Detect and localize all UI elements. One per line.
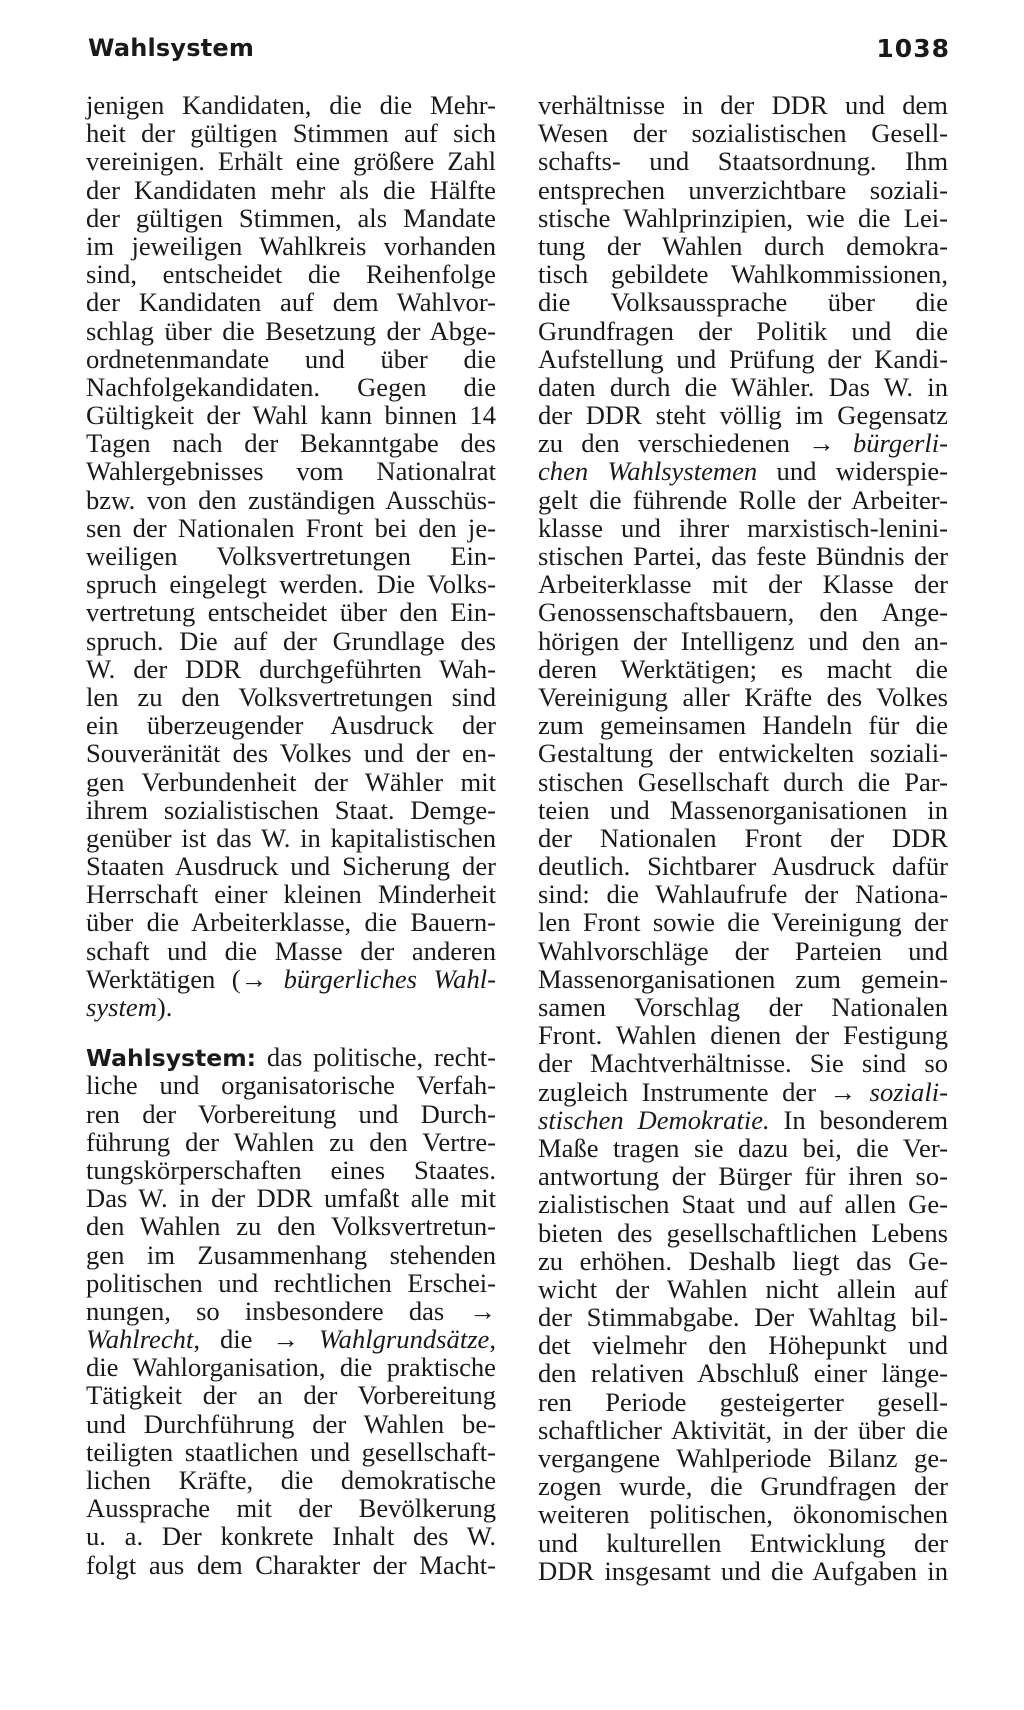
- text-line: det vielmehr den Höhepunkt und: [538, 1330, 948, 1361]
- text-line: DDR insgesamt und die Aufgaben in: [538, 1555, 948, 1586]
- text-line: sind, entscheidet die Reihenfolge: [86, 259, 496, 290]
- text-line: Staaten Ausdruck und Sicherung der: [86, 851, 496, 882]
- text-line: Wahlergebnisses vom Nationalrat: [86, 456, 496, 487]
- text-line: ein überzeugender Ausdruck der: [86, 710, 496, 741]
- text-run: , die →: [193, 1324, 299, 1355]
- text-line: [538, 1106, 948, 1134]
- text-line: bzw. von den zuständigen Ausschüs-: [86, 484, 496, 515]
- text-line: liche und organisatorische Verfah-: [86, 1070, 496, 1101]
- text-line: [538, 1078, 948, 1106]
- text-line: Gestaltung der entwickelten soziali-: [538, 738, 948, 769]
- text-line: antwortung der Bürger für ihren so-: [538, 1161, 948, 1192]
- text-run: Werktätigen (→: [86, 963, 268, 994]
- text-run: das politische, recht-: [266, 1042, 496, 1073]
- text-line: [538, 429, 948, 457]
- text-line: tungskörperschaften eines Staates.: [86, 1154, 496, 1185]
- cross-reference: chen Wahlsystemen: [538, 456, 758, 487]
- text-line: den relativen Abschluß einer länge-: [538, 1358, 948, 1389]
- text-run: und widerspie-: [776, 456, 948, 487]
- page-number: 1038: [876, 34, 950, 63]
- text-line: über die Arbeiterklasse, die Bauern-: [86, 907, 496, 938]
- text-line: gelt die führende Rolle der Arbeiter-: [538, 484, 948, 515]
- text-line: lichen Kräfte, die demokratische: [86, 1465, 496, 1495]
- text-line: entsprechen unverzichtbare soziali-: [538, 174, 948, 205]
- text-line: zum gemeinsamen Handeln für die: [538, 710, 948, 741]
- text-line: und kulturellen Entwicklung der: [538, 1527, 948, 1558]
- text-line: der DDR steht völlig im Gegensatz: [538, 400, 948, 431]
- text-line: zogen wurde, die Grundfragen der: [538, 1471, 948, 1502]
- text-line: heit der gültigen Stimmen auf sich: [86, 118, 496, 149]
- text-line: die Volksaussprache über die: [538, 287, 948, 318]
- text-line: tisch gebildete Wahlkommissionen,: [538, 259, 948, 290]
- text-line: schlag über die Besetzung der Abge-: [86, 315, 496, 346]
- text-line: Front. Wahlen dienen der Festigung: [538, 1020, 948, 1051]
- text-line: Tätigkeit der an der Vorbereitung: [86, 1380, 496, 1411]
- text-line: ordnetenmandate und über die: [86, 343, 496, 374]
- text-line: der Machtverhältnisse. Sie sind so: [538, 1048, 948, 1079]
- cross-reference: bürgerli-: [852, 428, 948, 459]
- text-line: Grundfragen der Politik und die: [538, 315, 948, 346]
- text-line: der gültigen Stimmen, als Mandate: [86, 202, 496, 233]
- text-line: schafts- und Staatsordnung. Ihm: [538, 146, 948, 177]
- text-line: [86, 993, 496, 1021]
- text-line: stischen Partei, das feste Bündnis der: [538, 541, 948, 571]
- text-line: spruch eingelegt werden. Die Volks-: [86, 569, 496, 600]
- text-run: ).: [156, 992, 173, 1022]
- text-line: [538, 457, 948, 485]
- text-line: len Front sowie die Vereinigung der: [538, 907, 948, 938]
- text-line: teien und Massenorganisationen in: [538, 794, 948, 825]
- text-run: zu den verschiedenen →: [538, 428, 835, 459]
- text-line: vergangene Wahlperiode Bilanz ge-: [538, 1443, 948, 1473]
- text-line: ihrem sozialistischen Staat. Demge-: [86, 794, 496, 825]
- text-line: len zu den Volksvertretungen sind: [86, 681, 496, 712]
- text-line: ren der Vorbereitung und Durch-: [86, 1098, 496, 1129]
- text-line: Maße tragen sie dazu bei, die Ver-: [538, 1132, 948, 1163]
- text-line: [86, 965, 496, 993]
- text-run: In besonderem: [783, 1104, 948, 1135]
- cross-reference: system: [86, 992, 157, 1022]
- text-line: Vereinigung aller Kräfte des Volkes: [538, 681, 948, 712]
- text-line: jenigen Kandidaten, die die Mehr-: [86, 90, 496, 120]
- text-line: weiteren politischen, ökonomischen: [538, 1499, 948, 1530]
- page-header: [88, 34, 950, 70]
- text-line: weiligen Volksvertretungen Ein-: [86, 541, 496, 571]
- text-line: teiligten staatlichen und gesellschaft-: [86, 1436, 496, 1467]
- text-line: die Wahlorganisation, die praktische: [86, 1352, 496, 1383]
- text-line: schaftlicher Aktivität, in der über die: [538, 1414, 948, 1445]
- text-line: den Wahlen zu den Volksvertretun-: [86, 1211, 496, 1242]
- text-line: Gültigkeit der Wahl kann binnen 14: [86, 400, 496, 431]
- text-line: zu erhöhen. Deshalb liegt das Ge-: [538, 1245, 948, 1276]
- text-line: schaft und die Masse der anderen: [86, 935, 496, 966]
- text-line: gen im Zusammenhang stehenden: [86, 1239, 496, 1270]
- text-run: zugleich Instrumente der →: [538, 1076, 857, 1107]
- text-line: der Kandidaten mehr als die Hälfte: [86, 174, 496, 205]
- text-line: samen Vorschlag der Nationalen: [538, 992, 948, 1022]
- text-line: nungen, so insbesondere das →: [86, 1295, 496, 1326]
- text-line: ren Periode gesteigerter gesell-: [538, 1386, 948, 1417]
- cross-reference: Wahlrecht: [86, 1324, 194, 1355]
- text-line: stischen Gesellschaft durch die Par-: [538, 766, 948, 797]
- text-line: der Kandidaten auf dem Wahlvor-: [86, 287, 496, 318]
- text-line: Wesen der sozialistischen Gesell-: [538, 118, 948, 149]
- text-line: sind: die Wahlaufrufe der Nationa-: [538, 879, 948, 910]
- text-line: u. a. Der konkrete Inhalt des W.: [86, 1521, 496, 1552]
- text-line: sen der Nationalen Front bei den je-: [86, 512, 496, 543]
- text-line: bieten des gesellschaftlichen Lebens: [538, 1217, 948, 1248]
- text-line: Massenorganisationen zum gemein-: [538, 963, 948, 994]
- text-line: deren Werktätigen; es macht die: [538, 653, 948, 684]
- text-line: im jeweiligen Wahlkreis vorhanden: [86, 230, 496, 261]
- text-line: tung der Wahlen durch demokra-: [538, 230, 948, 261]
- text-line: Aussprache mit der Bevölkerung: [86, 1493, 496, 1524]
- text-column-left: [86, 91, 496, 1579]
- text-line: führung der Wahlen zu den Vertre-: [86, 1126, 496, 1157]
- text-line: Arbeiterklasse mit der Klasse der: [538, 569, 948, 600]
- entry-lemma: Wahlsystem:: [86, 1044, 257, 1073]
- cross-reference: stischen Demokratie.: [538, 1104, 770, 1135]
- text-line: klasse und ihrer marxistisch-lenini-: [538, 512, 948, 543]
- text-line: daten durch die Wähler. Das W. in: [538, 371, 948, 402]
- text-line: deutlich. Sichtbarer Ausdruck dafür: [538, 851, 948, 882]
- text-line: Nachfolgekandidaten. Gegen die: [86, 371, 496, 402]
- running-head-title: Wahlsystem: [88, 34, 255, 62]
- text-line: Das W. in der DDR umfaßt alle mit: [86, 1183, 496, 1214]
- text-line: spruch. Die auf der Grundlage des: [86, 625, 496, 656]
- text-line: [86, 1325, 496, 1353]
- text-line: zialistischen Staat und auf allen Ge-: [538, 1189, 948, 1220]
- text-line: vertretung entscheidet über den Ein-: [86, 597, 496, 628]
- text-column-right: [538, 91, 948, 1585]
- text-line: hörigen der Intelligenz und den an-: [538, 625, 948, 656]
- text-line: der Stimmabgabe. Der Wahltag bil-: [538, 1302, 948, 1333]
- text-line: Genossenschaftsbauern, den Ange-: [538, 597, 948, 628]
- text-line: vereinigen. Erhält eine größere Zahl: [86, 146, 496, 177]
- cross-reference: Wahlgrundsätze,: [318, 1324, 497, 1355]
- text-line: Tagen nach der Bekanntgabe des: [86, 428, 496, 459]
- text-line: W. der DDR durchgeführten Wah-: [86, 653, 496, 684]
- text-line: folgt aus dem Charakter der Macht-: [86, 1549, 496, 1580]
- text-line: verhältnisse in der DDR und dem: [538, 90, 948, 120]
- text-line: Wahlvorschläge der Parteien und: [538, 935, 948, 966]
- text-line: wicht der Wahlen nicht allein auf: [538, 1273, 948, 1304]
- entry-separator: [86, 1021, 496, 1043]
- cross-reference: bürgerliches Wahl-: [283, 963, 496, 994]
- text-line: stische Wahlprinzipien, wie die Lei-: [538, 202, 948, 233]
- text-line: der Nationalen Front der DDR: [538, 822, 948, 853]
- text-line: Herrschaft einer kleinen Minderheit: [86, 879, 496, 910]
- text-line: genüber ist das W. in kapitalistischen: [86, 822, 496, 853]
- text-line: politischen und rechtlichen Erschei-: [86, 1267, 496, 1298]
- entry-first-line: [86, 1043, 496, 1071]
- text-line: und Durchführung der Wahlen be-: [86, 1408, 496, 1439]
- text-line: gen Verbundenheit der Wähler mit: [86, 766, 496, 797]
- text-line: Aufstellung und Prüfung der Kandi-: [538, 343, 948, 374]
- text-line: Souveränität des Volkes und der en-: [86, 738, 496, 769]
- cross-reference: soziali-: [869, 1076, 948, 1107]
